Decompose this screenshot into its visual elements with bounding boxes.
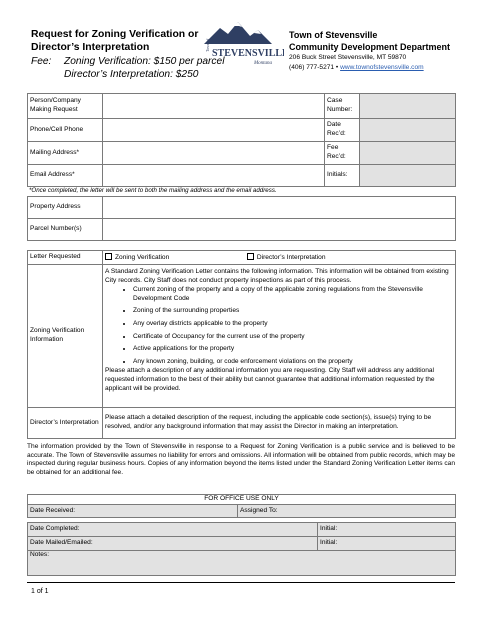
checkbox-icon[interactable] — [105, 253, 112, 260]
title-line-2: Director’s Interpretation — [31, 42, 150, 53]
town-name: Town of Stevensville — [289, 30, 378, 40]
town-logo — [200, 16, 284, 66]
assigned-to-field: Assigned To: — [238, 505, 456, 518]
letter-table — [27, 250, 456, 439]
mailing-address-label: Mailing Address* — [28, 142, 103, 165]
list-item: • Any known zoning, building, or code enforcement violations on the property — [133, 358, 453, 367]
checkbox-icon[interactable] — [247, 253, 254, 260]
date-received-field: Date Received: — [28, 505, 238, 518]
once-completed-note: *Once completed, the letter will be sent to both the mailing address and the email address. — [29, 187, 277, 194]
page-number: 1 of 1 — [31, 588, 49, 595]
town-contact — [289, 29, 450, 73]
town-website-link[interactable]: www.townofstevensville.com — [340, 64, 424, 71]
zoning-verification-option[interactable] — [105, 253, 245, 263]
fee-recd-label: Fee Rec’d: — [325, 142, 360, 165]
zoning-info-list — [105, 286, 453, 366]
zoning-info-outro: Please attach a description of any additional information you are requesting. City Staff will address any additional requested information to the best of their ability but cannot guarantee that additional information requested by the applicant will be provided. — [105, 367, 435, 392]
letter-requested-label: Letter Requested — [28, 251, 103, 265]
title-line-1: Request for Zoning Verification or — [31, 29, 199, 40]
directors-interpretation-option[interactable] — [247, 254, 326, 261]
fee-director: Director’s Interpretation: $250 — [64, 69, 199, 80]
list-item: • Any overlay districts applicable to the property — [133, 320, 453, 329]
initial-field-2: Initial: — [318, 537, 456, 551]
logo-small-text: Town of — [205, 38, 210, 52]
fee-label: Fee: — [31, 56, 52, 67]
property-table — [27, 196, 456, 241]
list-item: • Certificate of Occupancy for the current use of the property — [133, 333, 453, 342]
office-use-heading: FOR OFFICE USE ONLY — [28, 495, 456, 505]
parcel-number-label: Parcel Number(s) — [28, 219, 103, 241]
fee-block — [31, 55, 224, 81]
email-address-label: Email Address* — [28, 165, 103, 187]
zoning-info-label: Zoning Verification Information — [28, 265, 103, 408]
department-name: Community Development Department — [289, 42, 451, 52]
directors-interpretation-text: Please attach a detailed description of the request, including the applicable code section(s), issue(s) trying to be resolved, and/or any background information that may assist the Director in making an interpretation. — [103, 408, 456, 439]
list-item: • Zoning of the surrounding properties — [133, 307, 453, 316]
property-address-input[interactable] — [103, 197, 456, 219]
disclaimer-text: The information provided by the Town of Stevensville in response to a Request for Zoning Verification is a public service and is believed to be accurate. The Town of Stevensville assumes no liability for errors and omissions. All information will be obtained from public records, which may be inspected during regular business hours. Copies of any information beyond the items listed under the Standard Zoning Verification Letter items can be obtained for an additional fee. — [27, 443, 455, 476]
logo-state: Montana — [254, 61, 273, 66]
town-phone: (406) 777-5271 • — [289, 64, 339, 71]
date-completed-field: Date Completed: — [28, 523, 318, 537]
initial-field-1: Initial: — [318, 523, 456, 537]
mailing-address-input[interactable] — [103, 142, 325, 165]
person-company-label: Person/Company Making Request — [28, 94, 103, 119]
email-address-input[interactable] — [103, 165, 325, 187]
property-address-label: Property Address — [28, 197, 103, 219]
person-company-input[interactable] — [103, 94, 325, 119]
list-item: • Current zoning of the property and a copy of the applicable zoning regulations from the Stevensville Development Code — [133, 286, 453, 303]
form-title — [31, 28, 198, 54]
phone-input[interactable] — [103, 119, 325, 142]
fee-recd-input — [360, 142, 456, 165]
office-use-table — [27, 494, 456, 576]
footer-divider — [27, 582, 455, 583]
initials-label: Initials: — [325, 165, 360, 187]
phone-label: Phone/Cell Phone — [28, 119, 103, 142]
fee-zoning: Zoning Verification: $150 per parcel — [64, 56, 225, 67]
list-item: • Active applications for the property — [133, 345, 453, 354]
date-recd-label: Date Rec’d: — [325, 119, 360, 142]
case-number-label: Case Number: — [325, 94, 360, 119]
zoning-verification-option-label: Zoning Verification — [115, 253, 170, 261]
case-number-input — [360, 94, 456, 119]
parcel-number-input[interactable] — [103, 219, 456, 241]
zoning-info-intro: A Standard Zoning Verification Letter contains the following information. This information will be obtained from existing City records. City Staff does not conduct property inspections as part of this process. — [105, 268, 449, 284]
town-address: 206 Buck Street Stevensville, MT 59870 — [289, 54, 407, 61]
initials-input — [360, 165, 456, 187]
date-mailed-field: Date Mailed/Emailed: — [28, 537, 318, 551]
date-recd-input — [360, 119, 456, 142]
directors-interpretation-label: Director’s Interpretation — [28, 408, 103, 439]
notes-field: Notes: — [28, 551, 456, 576]
directors-interpretation-option-label: Director’s Interpretation — [256, 253, 326, 261]
applicant-table — [27, 93, 456, 187]
logo-name: STEVENSVILLE — [212, 48, 284, 59]
